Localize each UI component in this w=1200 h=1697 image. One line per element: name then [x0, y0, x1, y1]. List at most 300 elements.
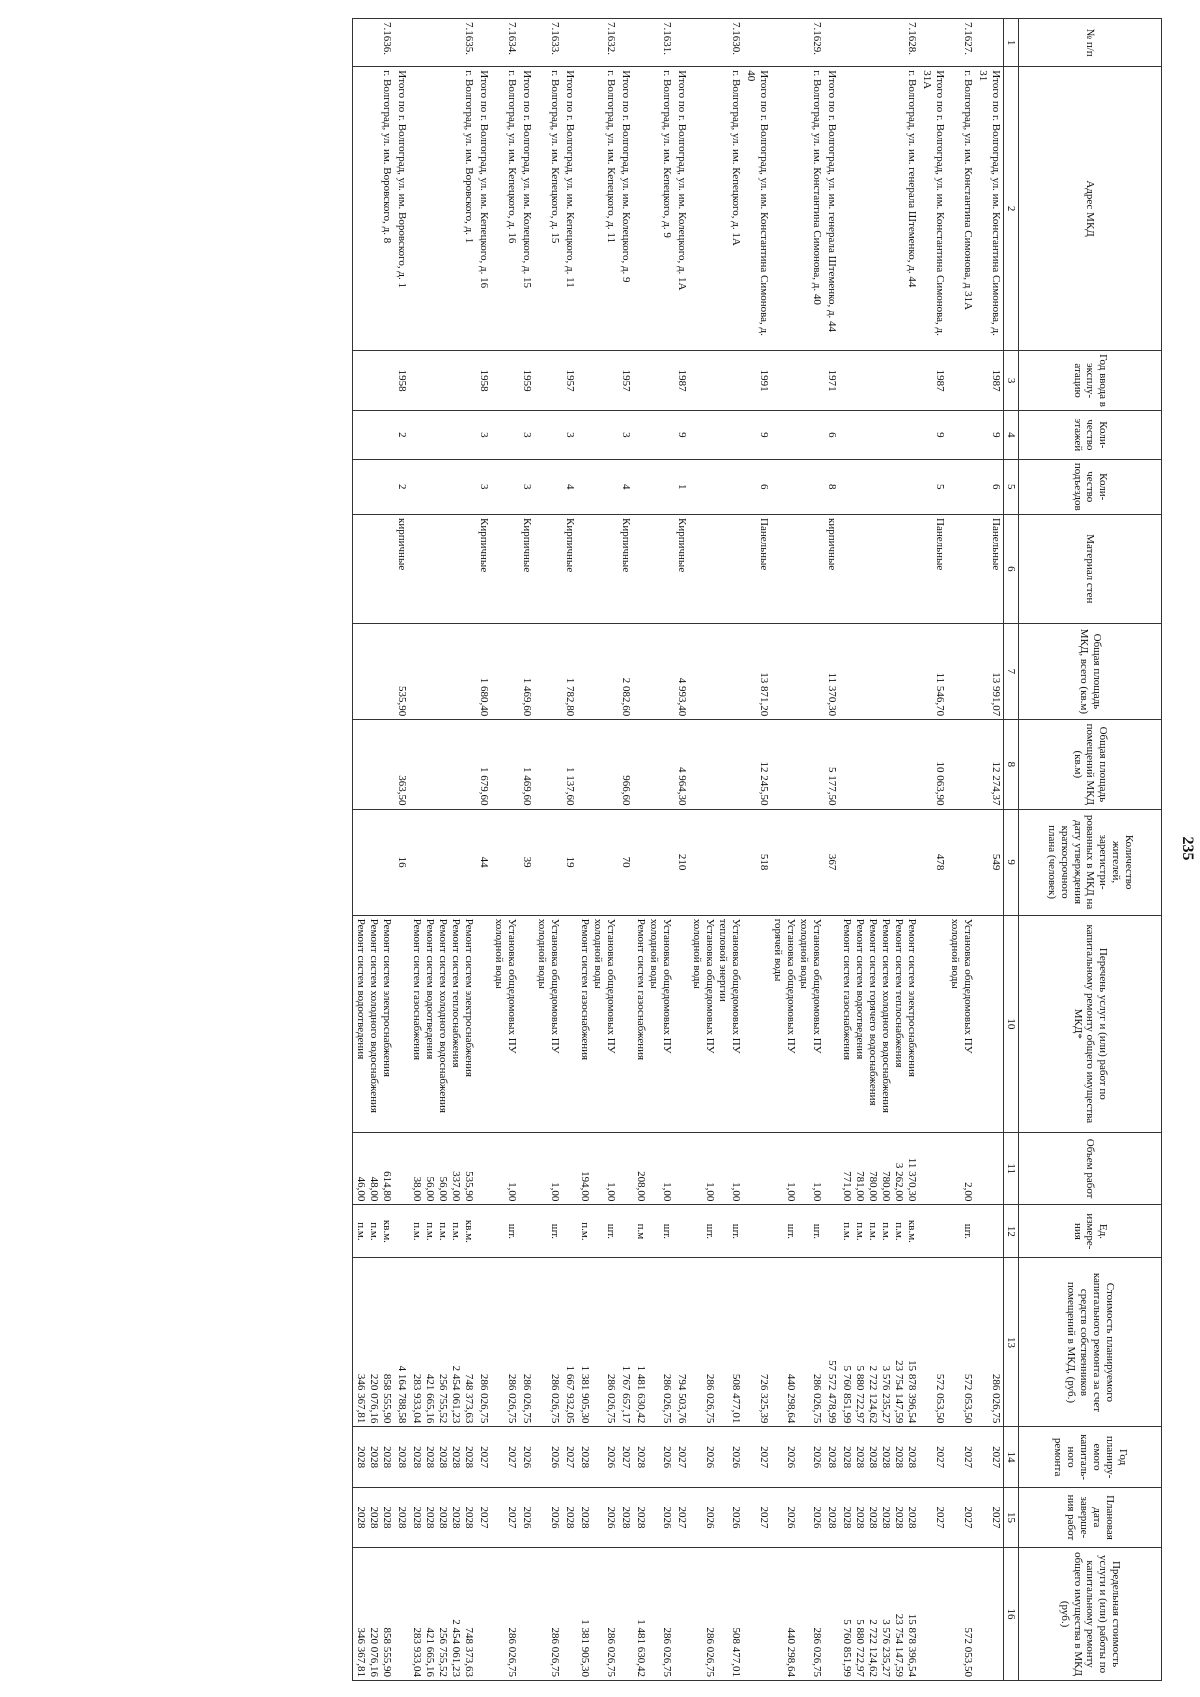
unit-cell [633, 1205, 674, 1258]
address-cell: Итого по г. Волгоград, ул. им. генерала Штеменко, д. 44 [824, 67, 839, 351]
cell-line: 1 667 932,05 [563, 1365, 576, 1424]
cell-line [477, 1551, 490, 1677]
wall-material-cell: Кирпичные [519, 515, 534, 624]
cell-line [989, 1551, 1002, 1677]
cell-line [933, 1551, 946, 1677]
total-row [824, 19, 839, 1681]
cell-line: шт. [660, 1223, 673, 1239]
cell-line [933, 1208, 946, 1254]
total-area-cell [353, 623, 394, 720]
cell-line: 286 026,75 [660, 1627, 673, 1677]
cell-line: шт. [604, 1223, 617, 1239]
total-row [476, 19, 491, 1681]
work-list-cell [824, 915, 839, 1132]
cell-line [772, 1208, 785, 1254]
cell-line: 346 367,81 [355, 1627, 368, 1677]
cell-line [797, 1136, 810, 1201]
cell-line: Установка общедомовых ПУ [604, 918, 617, 1054]
cell-line: 2028 [634, 1446, 647, 1469]
address-cell: г. Волгоград, ул. им. Воровского, д. 8 [353, 67, 394, 351]
page-number: 235 [1179, 836, 1196, 861]
address-cell: г. Волгоград, ул. им. Кепецкого, д. 11 [577, 67, 618, 351]
header-col-15: Плановая дата заверше-ния работ [1019, 1487, 1162, 1547]
wall-material-cell [771, 515, 825, 624]
cost-cell [633, 1258, 674, 1427]
cell-line: 5 760 851,99 [841, 1365, 854, 1424]
premises-area-cell: 4 964,30 [674, 720, 689, 809]
limit-cost-cell [409, 1548, 476, 1681]
cell-line: 781,00 [854, 1171, 867, 1202]
cell-line [948, 1261, 961, 1423]
cell-line: 2028 [906, 1446, 919, 1469]
residents-cell: 70 [618, 809, 633, 915]
total-area-cell [577, 623, 618, 720]
repair-year-cell [353, 1427, 394, 1487]
cell-line: 421 665,16 [424, 1373, 437, 1424]
cell-line: 2028 [880, 1446, 893, 1469]
entrances-cell: 6 [743, 459, 771, 515]
cost-cell [618, 1258, 633, 1427]
floors-cell [534, 411, 562, 459]
floors-cell: 3 [618, 411, 633, 459]
cell-line: 2028 [355, 1506, 368, 1529]
cell-line: шт. [549, 1223, 561, 1239]
cell-line: холодной воды [949, 918, 962, 989]
table-row [491, 19, 519, 1681]
limit-cost-cell [824, 1548, 839, 1681]
repair-year-cell [743, 1427, 771, 1487]
column-number: 4 [1004, 411, 1019, 459]
header-col-14: Год планиру-емого капиталь-ного ремонта [1019, 1427, 1162, 1487]
residents-cell [491, 809, 519, 915]
header-col-1: № п/п [1019, 19, 1162, 67]
cell-line: 46,00 [355, 1176, 368, 1202]
cell-line: шт. [506, 1223, 519, 1239]
cell-line: 286 026,75 [811, 1373, 824, 1424]
cell-line: 421 665,16 [424, 1627, 437, 1677]
total-area-cell: 13 871,20 [743, 623, 771, 720]
cell-line: 2028 [396, 1446, 409, 1469]
cell-line: 2 722 124,62 [867, 1619, 880, 1677]
total-area-cell [689, 623, 743, 720]
item-number [824, 19, 839, 67]
header-row [1019, 19, 1162, 1681]
unit-cell [674, 1205, 689, 1258]
cell-line [716, 1261, 729, 1423]
floors-cell [771, 411, 825, 459]
work-list-cell [534, 915, 562, 1132]
cell-line: 2028 [381, 1506, 394, 1529]
repair-year-cell [534, 1427, 562, 1487]
item-number [562, 19, 577, 67]
year-cell [771, 350, 825, 410]
year-cell: 1987 [975, 350, 1003, 410]
cell-line [647, 1551, 660, 1677]
cell-line: 2027 [619, 1446, 632, 1469]
cell-line [989, 919, 1002, 1129]
cell-line: Установка общедомовых ПУ [785, 918, 798, 1054]
limit-cost-cell [534, 1548, 562, 1681]
entrances-cell: 8 [824, 459, 839, 515]
cell-line [948, 1208, 961, 1254]
total-area-cell [633, 623, 674, 720]
cost-cell [689, 1258, 743, 1427]
cell-line [690, 1491, 703, 1544]
total-area-cell: 11 370,30 [824, 623, 839, 720]
premises-area-cell: 966,60 [618, 720, 633, 809]
cell-line: 256 755,52 [437, 1373, 450, 1424]
address-cell: Итого по г. Волгоград, ул. им. Колецкого, д. 1А [674, 67, 689, 351]
cell-line: 3 262,00 [893, 1162, 906, 1202]
cell-line [492, 1136, 505, 1201]
volume-cell [534, 1132, 562, 1204]
wall-material-cell [633, 515, 674, 624]
work-list-cell [491, 915, 519, 1132]
year-cell: 1991 [743, 350, 771, 410]
total-row [562, 19, 577, 1681]
cell-line: п.м. [854, 1222, 867, 1241]
year-cell [409, 350, 476, 410]
item-number: 7.1630. [689, 19, 743, 67]
total-row [618, 19, 633, 1681]
premises-area-cell [839, 720, 919, 809]
entrances-cell [947, 459, 975, 515]
column-number: 2 [1004, 67, 1019, 351]
residents-cell [689, 809, 743, 915]
repair-year-cell [824, 1427, 839, 1487]
cost-cell [476, 1258, 491, 1427]
volume-cell [353, 1132, 394, 1204]
item-number [674, 19, 689, 67]
cell-line [690, 1430, 703, 1483]
cell-line: 2026 [703, 1446, 716, 1469]
cell-line [647, 1430, 660, 1483]
cell-line [477, 919, 490, 1129]
cell-line [591, 1491, 604, 1544]
limit-cost-cell [743, 1548, 771, 1681]
item-number: 7.1628. [839, 19, 919, 67]
completion-date-cell [633, 1487, 674, 1547]
cell-line [395, 1136, 408, 1201]
table-row [409, 19, 476, 1681]
work-list-cell [519, 915, 534, 1132]
cell-line: 2026 [785, 1446, 798, 1469]
cell-line: 2028 [424, 1446, 437, 1469]
wall-material-cell: Панельные [743, 515, 771, 624]
cell-line [477, 1208, 490, 1254]
cell-line [619, 1208, 632, 1254]
work-list-cell [394, 915, 409, 1132]
cell-line [535, 1491, 548, 1544]
cell-line: 508 477,01 [729, 1373, 742, 1424]
repair-year-cell [919, 1427, 947, 1487]
entrances-cell: 3 [519, 459, 534, 515]
cell-line [716, 1491, 729, 1544]
header-col-13: Стоимость планируемого капитального ремонта за счет средств собственников помещений в МКД, (руб.) [1019, 1258, 1162, 1427]
volume-cell [824, 1132, 839, 1204]
cell-line: 2028 [854, 1446, 867, 1469]
item-number [519, 19, 534, 67]
address-cell: г. Волгоград, ул. им. Кепецкого, д. 9 [633, 67, 674, 351]
volume-cell [975, 1132, 1003, 1204]
address-cell: Итого по г. Волгоград, ул. им. Константина Симонова, д. 40 [743, 67, 771, 351]
cell-line [690, 1261, 703, 1423]
floors-cell [577, 411, 618, 459]
floors-cell [947, 411, 975, 459]
year-cell [353, 350, 394, 410]
cell-line: 780,00 [867, 1171, 880, 1202]
cost-cell [519, 1258, 534, 1427]
header-col-3: Год ввода в эксплу-атацию [1019, 350, 1162, 410]
column-number-row [1004, 19, 1019, 1681]
address-cell: г. Волгоград, ул. им. Кепецкого, д. 15 [534, 67, 562, 351]
residents-cell [947, 809, 975, 915]
address-cell: Итого по г. Волгоград, ул. им. Колецкого, д. 15 [519, 67, 534, 351]
limit-cost-cell [353, 1548, 394, 1681]
year-cell: 1987 [919, 350, 947, 410]
year-cell: 1987 [674, 350, 689, 410]
address-cell: г. Волгоград, ул. им. Константина Симонова, д 31А [947, 67, 975, 351]
cell-line [563, 1551, 576, 1677]
repair-year-cell [476, 1427, 491, 1487]
cell-line [797, 1551, 810, 1677]
unit-cell [577, 1205, 618, 1258]
cell-line: Установка общедомовых ПУ [962, 918, 975, 1054]
cell-line [675, 919, 688, 1129]
cell-line: Ремонт систем теплоснабжения [450, 918, 463, 1068]
completion-date-cell [577, 1487, 618, 1547]
cell-line: 440 298,64 [785, 1627, 798, 1677]
cell-line [492, 1551, 505, 1677]
cell-line: 57 572 478,99 [826, 1360, 839, 1424]
table-row [839, 19, 919, 1681]
entrances-cell [491, 459, 519, 515]
residents-cell [534, 809, 562, 915]
completion-date-cell [562, 1487, 577, 1547]
cell-line: 2028 [578, 1446, 591, 1469]
premises-area-cell [947, 720, 975, 809]
cost-cell [947, 1258, 975, 1427]
cell-line [690, 1136, 703, 1201]
cell-line: 286 026,75 [549, 1627, 561, 1677]
premises-area-cell: 1 469,60 [519, 720, 534, 809]
premises-area-cell [409, 720, 476, 809]
cell-line: 2027 [990, 1506, 1002, 1529]
column-number: 8 [1004, 720, 1019, 809]
cell-line: 2028 [396, 1506, 409, 1529]
limit-cost-cell [562, 1548, 577, 1681]
unit-cell [618, 1205, 633, 1258]
table-row [947, 19, 975, 1681]
year-cell: 1958 [476, 350, 491, 410]
cell-line: 2026 [703, 1506, 716, 1529]
address-cell: г. Волгоград, ул. им. Константина Симонова, д. 40 [771, 67, 825, 351]
cell-line [520, 1208, 533, 1254]
table-row [771, 19, 825, 1681]
completion-date-cell [743, 1487, 771, 1547]
cell-line [948, 1136, 961, 1201]
total-row [394, 19, 409, 1681]
cell-line [825, 919, 838, 1129]
cell-line: Ремонт систем горячего водоснабжения [867, 918, 880, 1106]
work-list-cell [577, 915, 618, 1132]
cell-line: 2027 [757, 1446, 770, 1469]
cell-line: 5 760 851,99 [841, 1619, 854, 1677]
total-area-cell: 4 993,40 [674, 623, 689, 720]
cell-line: п.м. [368, 1222, 381, 1241]
cell-line: п.м [634, 1223, 647, 1240]
cell-line: 3 576 235,27 [880, 1619, 893, 1677]
cell-line [563, 919, 576, 1129]
unit-cell [919, 1205, 947, 1258]
header-col-8: Общая площадь помещений МКД (кв.м) [1019, 720, 1162, 809]
column-number: 3 [1004, 350, 1019, 410]
cell-line: кв.м. [906, 1219, 919, 1243]
work-list-cell [919, 915, 947, 1132]
column-number: 16 [1004, 1548, 1019, 1681]
cell-line: 858 555,90 [381, 1627, 394, 1677]
floors-cell [409, 411, 476, 459]
cell-line [492, 1430, 505, 1483]
wall-material-cell: Кирпичные [618, 515, 633, 624]
cell-line: 23 754 147,59 [893, 1360, 906, 1424]
cell-line [825, 1136, 838, 1201]
residents-cell [409, 809, 476, 915]
wall-material-cell: кирпичные [824, 515, 839, 624]
unit-cell [771, 1205, 825, 1258]
repair-year-cell [409, 1427, 476, 1487]
cell-line [797, 1430, 810, 1483]
cell-line: холодной воды [591, 918, 604, 989]
work-list-cell [633, 915, 674, 1132]
cell-line: 5 880 722,97 [854, 1365, 867, 1424]
unit-cell [519, 1205, 534, 1258]
volume-cell [919, 1132, 947, 1204]
residents-cell: 367 [824, 809, 839, 915]
residents-cell: 549 [975, 809, 1003, 915]
cell-line [619, 919, 632, 1129]
entrances-cell [534, 459, 562, 515]
total-area-cell: 2 082,60 [618, 623, 633, 720]
address-cell: г. Волгоград, ул. им. Кепецкого, д. 1А [689, 67, 743, 351]
volume-cell [519, 1132, 534, 1204]
cell-line: 2028 [880, 1506, 893, 1529]
cell-line: 1 381 905,30 [578, 1365, 591, 1424]
total-row [519, 19, 534, 1681]
cell-line: 1,00 [703, 1182, 716, 1202]
address-cell: Итого по г. Волгоград, ул. им. Кепецкого, д. 16 [476, 67, 491, 351]
limit-cost-cell [633, 1548, 674, 1681]
repair-year-cell [975, 1427, 1003, 1487]
cell-line: 2 454 061,23 [450, 1365, 463, 1424]
header-col-6: Материал стен [1019, 515, 1162, 624]
cell-line: 2026 [604, 1506, 617, 1529]
floors-cell [839, 411, 919, 459]
column-number: 5 [1004, 459, 1019, 515]
item-number: 7.1629. [771, 19, 825, 67]
wall-material-cell [353, 515, 394, 624]
total-row [674, 19, 689, 1681]
cell-line [690, 1551, 703, 1677]
item-number [743, 19, 771, 67]
entrances-cell: 4 [618, 459, 633, 515]
premises-area-cell: 5 177,50 [824, 720, 839, 809]
limit-cost-cell [491, 1548, 519, 1681]
cost-cell [353, 1258, 394, 1427]
cell-line: Установка общедомовых ПУ [703, 918, 716, 1054]
address-cell: г. Волгоград, ул. им. Кепецкого, д. 16 [491, 67, 519, 351]
total-area-cell [771, 623, 825, 720]
cell-line: 794 503,76 [675, 1373, 688, 1424]
volume-cell [771, 1132, 825, 1204]
address-cell: г. Волгоград, ул. им. генерала Штеменко, д. 44 [839, 67, 919, 351]
cell-line: 2028 [619, 1506, 632, 1529]
repair-year-cell [491, 1427, 519, 1487]
cell-line: 2027 [506, 1506, 519, 1529]
column-number: 6 [1004, 515, 1019, 624]
cell-line: 2028 [437, 1446, 450, 1469]
work-list-cell [674, 915, 689, 1132]
cell-line: 2028 [893, 1446, 906, 1469]
cell-line [772, 1136, 785, 1201]
wall-material-cell: Кирпичные [674, 515, 689, 624]
work-list-cell [689, 915, 743, 1132]
cell-line: Ремонт систем газоснабжения [634, 918, 647, 1061]
repair-year-cell [633, 1427, 674, 1487]
floors-cell: 9 [674, 411, 689, 459]
unit-cell [394, 1205, 409, 1258]
cell-line: 286 026,75 [506, 1627, 519, 1677]
table-row [534, 19, 562, 1681]
wall-material-cell: кирпичные [394, 515, 409, 624]
total-row [743, 19, 771, 1681]
year-cell: 1957 [562, 350, 577, 410]
year-cell: 1957 [618, 350, 633, 410]
cell-line: Ремонт систем водоотведения [355, 918, 368, 1060]
cell-line: 1 767 657,17 [619, 1365, 632, 1424]
cell-line [492, 1261, 505, 1423]
entrances-cell: 2 [394, 459, 409, 515]
premises-area-cell: 12 245,50 [743, 720, 771, 809]
cell-line [757, 1551, 770, 1677]
volume-cell [577, 1132, 618, 1204]
volume-cell [689, 1132, 743, 1204]
cell-line: 15 878 396,54 [906, 1360, 919, 1424]
repair-year-cell [689, 1427, 743, 1487]
premises-area-cell [353, 720, 394, 809]
cell-line: 2028 [368, 1446, 381, 1469]
cell-line: Ремонт систем газоснабжения [411, 918, 424, 1061]
cell-line: 771,00 [841, 1171, 854, 1202]
cell-line [647, 1491, 660, 1544]
item-number: 7.1632. [577, 19, 618, 67]
repair-year-cell [577, 1427, 618, 1487]
cell-line [520, 1551, 533, 1677]
address-cell: Итого по г. Волгоград, ул. им. Колецкого, д. 9 [618, 67, 633, 351]
cell-line [989, 1208, 1002, 1254]
entrances-cell [409, 459, 476, 515]
item-number: 7.1636. [353, 19, 394, 67]
cell-line: 286 026,75 [990, 1373, 1002, 1424]
table-row [633, 19, 674, 1681]
cell-line: шт. [962, 1223, 975, 1239]
wall-material-cell: Панельные [975, 515, 1003, 624]
work-list-cell [743, 915, 771, 1132]
cell-line: 2026 [660, 1446, 673, 1469]
total-area-cell: 1 680,40 [476, 623, 491, 720]
cell-line [933, 1136, 946, 1201]
cell-line: 346 367,81 [355, 1373, 368, 1424]
